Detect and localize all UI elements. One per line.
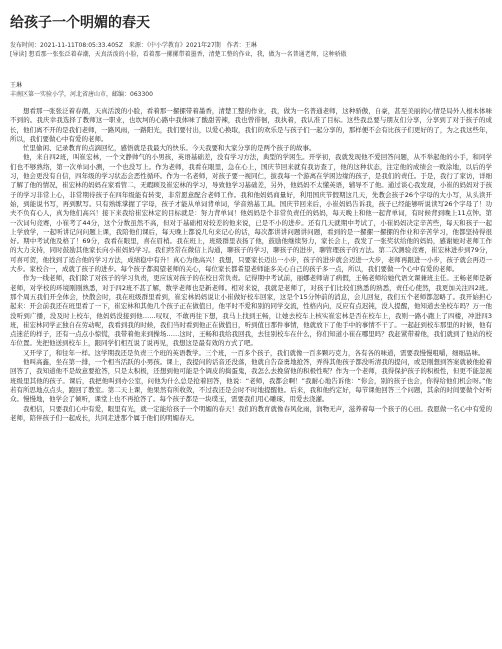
paragraph: 忙里偷闲、记录教育的点滴回忆，感悟就是我最大的快乐。今天我要和大家分享的是两个孩子的故事。 xyxy=(23,144,316,153)
article-meta xyxy=(10,41,492,50)
source: 来源：《中小学教育》2021年27期 xyxy=(128,42,221,49)
paragraph: 想看那一张张泛着春潮，天真活泼的小脸，看着那一摞摞带着墨香，清楚工整的作业，我，做为一名普通老师，这种骄傲，自豪，甚至美丽的心情是局外人根本体味不到的。我庆幸我选择了教师这一职业，也坎坷的心路中我体味了酸甜苦辣，我也曾徘徊，我执着，我认准了目标。这些我总要与朋友们分享，分享到了对于孩子的成长，他们离不开的是我们老师，一路风雨，一路阳光，我们要付出，以爱心换取，我们的欢乐是与孩子们一起分享的，那样便不会有比孩子们更好的了，为之我这些年，所以，我们要做心中有爱的老师。 xyxy=(10,107,492,143)
paragraph: 又开学了，和往年一样。这学期我还是负责三个班的英语教学。三个班，一百多个孩子，我们就像一百多颗巧克力，各有各的味道，需要我慢慢咀嚼，细细品味。 xyxy=(23,348,485,357)
article-body xyxy=(10,107,492,423)
author-name: 王琳 xyxy=(10,82,23,89)
paragraph: 我相信，只要我们心中有爱，眼里有光，就一定能给孩子一个明媚的春天！我们的教育就像春风化雨，润物无声，滋养着每一个孩子的心田。我愿做一名心中有爱的老师，陪伴孩子们一起成长，共同走进那个属于他们的明媚春天。 xyxy=(10,404,492,422)
guide-summary: [导读] 想看那一张张泛着春潮，天真活泼的小脸，看着那一摞摞带着墨香，清楚工整的作业，我，做为一名普通老师，这种骄傲 xyxy=(10,51,347,58)
author-label: 作者：王琳 xyxy=(226,42,257,49)
publish-time: 发布时间：2021-11-11T08:05:33.405Z xyxy=(10,42,123,49)
paragraph: 他，来自四2班，叫崔宏林，一个文静帅气的小男孩，英语基础差，没有学习方法，典型的学困生。开学初，我就发现他不爱回答问题，从不举起他的小手，和同学们也不够熟络，第一次单词小测，一个也没写上。作为老师，我看在眼里，急在心上，国庆节回来就有我访查了，他的这种状态，注定他的成绩会一败涂地，以后的学习，他会更没有自信，四年级的学习状态会恶性循环。作为一名老师，对孩子要一视同仁，拔我每一个游离在学困边缘的孩子，是我们的责任。于是，我行了家访，详细了解了他的情况，崔宏林的妈妈在家看管二，无暇顾及崔宏林的学习，导致他学习基础差，另外，他妈妈不太懂英语，辅导不了他。通过谈心我发现，小崔的妈妈对于孩子的学习非常上心，非常期待孩子在四年级能有转变，非常愿意配合老师工作。我和他妈妈商量好，利用国庆节假期这几天，先教会孩子26个字母的大小写，从头读开始，到能说书写，再到默写。只有熟练掌握了字母，孩子才能从单词背单词，学音熟基工具。国庆节回来后，小崔妈妈告诉我，孩子已经能够听说读写26个字母了！功夫不负有心人，真为他们高兴！接下来我给崔宏林定的目标就是：努力背单词！他妈妈是个非常负责任的妈妈，每天晚上和他一起背单词，有时候背到晚上11点钟。第一次词句竞赛，小崔考了44分，这个分数虽然不高，但对于基础相对较差的他来说，已是不小的进步。还有几天就期中考试了，小崔妈妈决定辛苦些，每天和孩子一起上学放学，一起听讲记问问题上课，我陪他们课后，每天晚上都说几句来记心的话，每次都讲讲问题讲问题，看到的是一摞摞一摞摞的作业和辛苦学习，他都坚持得很好。期中考试他及格了！69分，我看在眼里，喜在眉梢。我在班上，班级群里表扬了他，鼓励他继续努力，家长会上，我发了一张奖状给他的妈妈，感谢她对老师工作的大力支持，同时鼓励其他家长向小崔妈妈学习。我们经常在微信上沟通，聊孩子的学习，聊孩子的进步，聊管理孩子的方法。第二次测验竞赛，崔宏林进步到79分，可喜可贺，他找到了适合他的学习方法，成绩稳中有升！真心为他高兴！我想，只要家长迈出一小步，孩子的进步就会迈进一大步，老师再跟进一小步，孩子就会再迈一大步。家校合一，成就了孩子的进步。每个孩子都渴望老师的关心，每位家长都希望老师能多关心自己的孩子多一点，所以，我们要做一个心中有爱的老师。 xyxy=(10,153,492,274)
paragraph: 他叫高鑫，坐在第一排，一个相当活跃的小男孩。课上，我提问的话音还没落，他就自告奋勇地抢答，弄得其他孩子都没听清我的提问，或是刚想到答案就被他抢着回答了，我知道他不是故意要抢答，只是太积极，还想到他可能是个调皮的捣蛋鬼，我怎么去挽留他的积极性呢？作为一个老师，我得保护孩子的积极性，但更不能忽视班级里其他的孩子。课后，我把他叫到办公室，问他为什么总是抢着回答，他说：“老师，我都会啊！”我耐心地告诉他：“你会，别的孩子也会，你得给他们机会呀。”他若有所思地点点头，跑回了教室。第二天上课，他果然有所收敛，不过我还是会时不时地提醒他。后来，我和他约定好，每节课他回答三个问题，其余的时间要做个好听众。慢慢地，他学会了倾听，课堂上也不再抢答了。每个孩子都是一块璞玉，需要我们用心雕琢，用爱去浇灌。 xyxy=(10,358,492,404)
article-title: 给孩子一个明媚的春天 xyxy=(10,15,150,31)
author-organization: 丰南区第一实验小学，河北省唐山市，邮编：063300 xyxy=(10,91,153,98)
paragraph: 作为一线老师，我们除了对孩子的学习负责，更应该对孩子的在校日常负责。记得期中考试前，丽娜老师请了病假，王畅老师给她代语文课兼班主任。王畅老师是新老师，对学校的环境刚刚熟悉，对于四2班不甚了解，数学老师也是新老师。相对来说，我就是老师了，对孩子们比较们熟悉的熟悉，责任心使然，我更加关注四2班。那个周五我们开全体会，快散会时，我在班级群里看到，崔宏林妈妈说让小崔做好校车回家，这是个15分钟前的消息，会儿回复，我们五个老师都忽略了。我开始担心起来：开会前我还在班里看了一下，崔宏林和其他几个孩子正在做值日，他平时不爱和别的同学交流，性格内向，反应有点迟钝，没人提醒，他知道去坐校车吗？万一他没听到广播，没及时上校车，他妈妈没接到他……叹叹，不敢再往下想，我马上找到王畅，让她去校车上核实崔宏林是否在校车上，我则一路小跑上了四楼，冲进四3班，崔宏林同学正独自在劳动呢，我看到我的时候，我们当时看到他正在做值日，听到值日那件事情，他就放下了他手中的事情不干了。一起赶到校车那里的时候，他有点迷茫的样子，还有一点点小惊慌，我带着他来到操场……这时，王畅和我给我回我，去往别校车在什么，你们知道小崔在哪里吗？我赶紧带着他，我们就到了他站的校车位置。先把他送到校车上，跟同学们相互说了说再见，我想这是最有效的方式了吧。 xyxy=(10,274,492,348)
